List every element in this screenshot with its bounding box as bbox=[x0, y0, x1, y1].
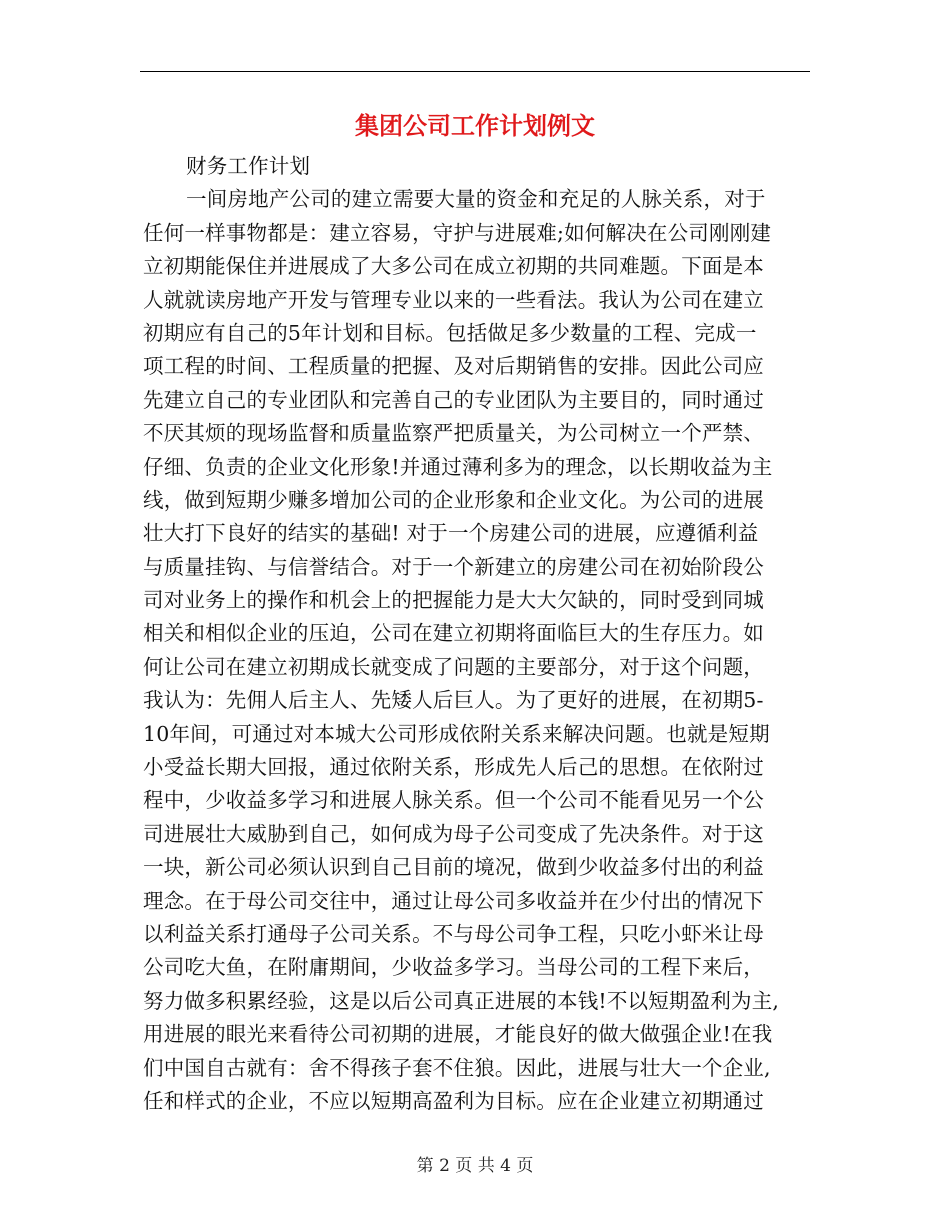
paragraph-line: 一间房地产公司的建立需要大量的资金和充足的人脉关系，对于 bbox=[186, 187, 766, 212]
paragraph-line: 壮大打下良好的结实的基础! 对于一个房建公司的进展，应遵循利益 bbox=[143, 521, 759, 546]
paragraph-line: 公司吃大鱼，在附庸期间，少收益多学习。当母公司的工程下来后， bbox=[143, 955, 764, 980]
paragraph-line: 我认为：先佣人后主人、先矮人后巨人。为了更好的进展，在初期5- bbox=[143, 688, 764, 713]
paragraph-line: 何让公司在建立初期成长就变成了问题的主要部分，对于这个问题， bbox=[143, 654, 764, 679]
paragraph-line: 小受益长期大回报，通过依附关系，形成先人后己的思想。在依附过 bbox=[143, 755, 764, 780]
paragraph-line: 相关和相似企业的压迫，公司在建立初期将面临巨大的生存压力。如 bbox=[143, 621, 764, 646]
paragraph-line: 理念。在于母公司交往中，通过让母公司多收益并在少付出的情况下 bbox=[143, 888, 764, 913]
header-rule bbox=[140, 71, 810, 72]
paragraph-line: 立初期能保住并进展成了大多公司在成立初期的共同难题。下面是本 bbox=[143, 254, 764, 279]
paragraph-line: 司进展壮大威胁到自己，如何成为母子公司变成了先决条件。对于这 bbox=[143, 821, 764, 846]
paragraph-line: 司对业务上的操作和机会上的把握能力是大大欠缺的，同时受到同城 bbox=[143, 588, 764, 613]
document-body bbox=[143, 150, 813, 1118]
paragraph-line: 们中国自古就有：舍不得孩子套不住狼。因此，进展与壮大一个企业, bbox=[143, 1055, 771, 1080]
document-title: 集团公司工作计划例文 bbox=[355, 112, 595, 140]
paragraph-line: 先建立自己的专业团队和完善自己的专业团队为主要目的，同时通过 bbox=[143, 387, 764, 412]
paragraph-line: 10年间，可通过对本城大公司形成依附关系来解决问题。也就是短期 bbox=[143, 721, 770, 746]
paragraph-line: 不厌其烦的现场监督和质量监察严把质量关，为公司树立一个严禁、 bbox=[143, 421, 764, 446]
paragraph-line: 一块，新公司必须认识到自己目前的境况，做到少收益多付出的利益 bbox=[143, 855, 764, 880]
paragraph-line: 仔细、负责的企业文化形象!并通过薄利多为的理念，以长期收益为主 bbox=[143, 454, 773, 479]
paragraph-line: 努力做多积累经验，这是以后公司真正进展的本钱!不以短期盈利为主, bbox=[143, 988, 780, 1013]
page-number-footer: 第 2 页 共 4 页 bbox=[416, 1156, 534, 1176]
paragraph-line: 程中，少收益多学习和进展人脉关系。但一个公司不能看见另一个公 bbox=[143, 788, 764, 813]
section-heading: 财务工作计划 bbox=[186, 154, 311, 178]
paragraph-line: 以利益关系打通母子公司关系。不与母公司争工程，只吃小虾米让母 bbox=[143, 921, 764, 946]
paragraph-line: 人就就读房地产开发与管理专业以来的一些看法。我认为公司在建立 bbox=[143, 287, 764, 312]
paragraph-line: 项工程的时间、工程质量的把握、及对后期销售的安排。因此公司应 bbox=[143, 354, 764, 379]
paragraph-line: 线，做到短期少赚多增加公司的企业形象和企业文化。为公司的进展 bbox=[143, 487, 764, 512]
paragraph-line: 与质量挂钩、与信誉结合。对于一个新建立的房建公司在初始阶段公 bbox=[143, 554, 764, 579]
paragraph-line: 用进展的眼光来看待公司初期的进展，才能良好的做大做强企业!在我 bbox=[143, 1022, 773, 1047]
paragraph-line: 初期应有自己的5年计划和目标。包括做足多少数量的工程、完成一 bbox=[143, 320, 757, 345]
paragraph-line: 任和样式的企业，不应以短期高盈利为目标。应在企业建立初期通过 bbox=[143, 1088, 764, 1113]
paragraph-line: 任何一样事物都是：建立容易，守护与进展难;如何解决在公司刚刚建 bbox=[143, 220, 772, 245]
